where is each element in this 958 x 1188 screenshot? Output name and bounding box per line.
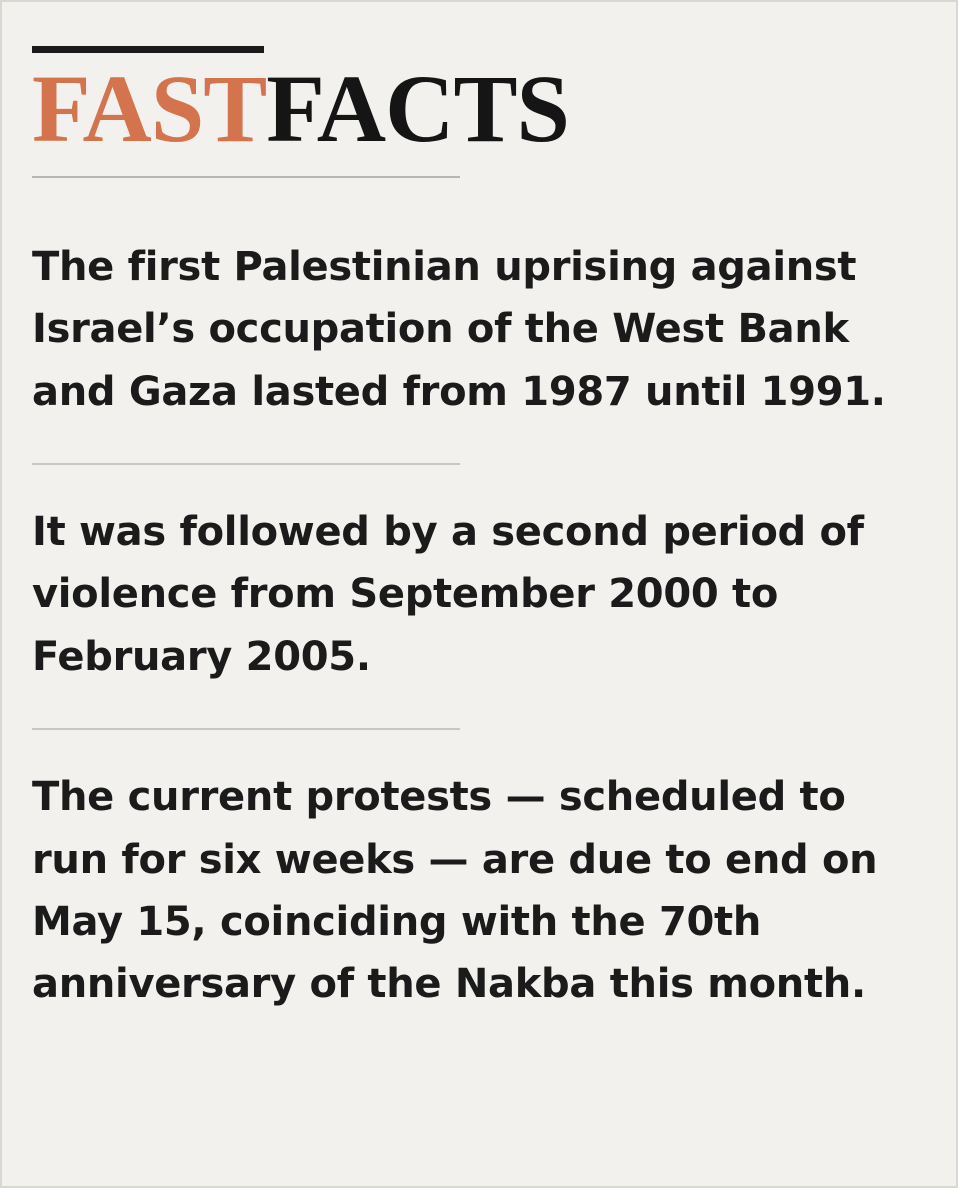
fact-item: It was followed by a second period of violence from September 2000 to February 2005. [32,508,864,680]
title-main-text: FACTS [266,55,569,162]
title-accent-text: FAST [32,55,267,162]
page-title [32,55,898,162]
title-underline-divider [32,176,460,178]
top-rule-divider [32,46,264,53]
fact-item: The first Palestinian uprising against Israel’s occupation of the West Bank and Gaza lasted from 1987 until 1991. [32,243,886,415]
fact-item: The current protests — scheduled to run for six weeks — are due to end on May 15, coinciding with the 70th anniversary of the Nakba this month. [32,774,878,1008]
card-content [2,2,956,1016]
facts-list [32,236,898,1016]
fact-divider [32,728,460,730]
fact-divider [32,463,460,465]
